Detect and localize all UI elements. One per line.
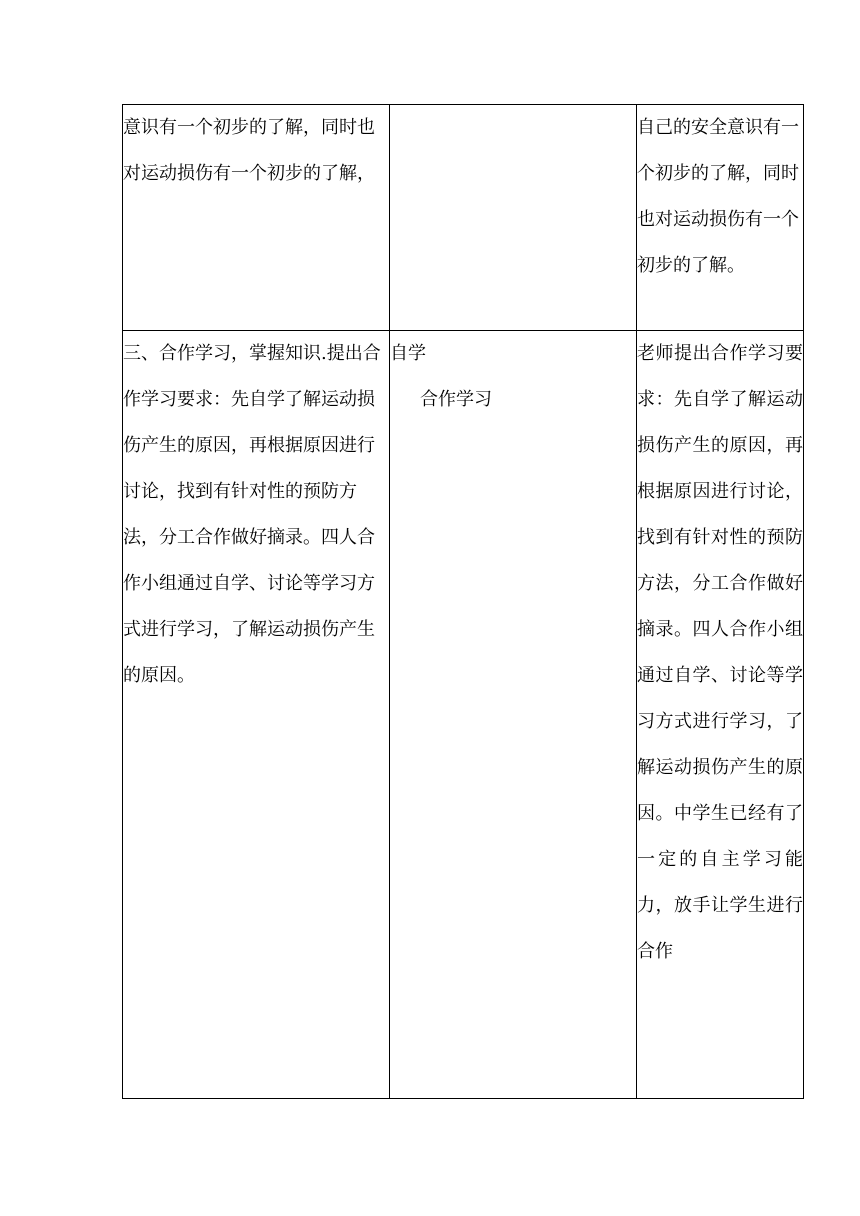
table-cell	[123, 105, 390, 331]
lesson-plan-table	[122, 104, 804, 1099]
cell-text: 合作学习	[420, 389, 492, 410]
cell-text: 自己的安全意识有一个初步的了解，同时也对运动损伤有一个初步的了解。	[637, 117, 799, 276]
table-cell	[637, 331, 804, 1099]
table-cell	[637, 105, 804, 331]
cell-text: 老师提出合作学习要求：先自学了解运动损伤产生的原因，再根据原因进行讨论，找到有针对性的预防方法，分工合作做好摘录。四人合作小组通过自学、讨论等学习方式进行学习，了解运动损伤产生的原因。中学生已经有了一定的自主学习能力，放手让学生进行合作	[637, 343, 803, 962]
table-cell	[390, 331, 637, 1099]
table-cell	[123, 331, 390, 1099]
table-cell	[390, 105, 637, 331]
cell-text: 三、合作学习，掌握知识.提出合作学习要求：先自学了解运动损伤产生的原因，再根据原因进行讨论，找到有针对性的预防方法，分工合作做好摘录。四人合作小组通过自学、讨论等学习方式进行学习，了解运动损伤产生的原因。	[123, 343, 381, 686]
table-row	[123, 105, 804, 331]
cell-text: 自学	[390, 343, 426, 364]
cell-text: 意识有一个初步的了解，同时也对运动损伤有一个初步的了解，	[123, 117, 375, 184]
table-row	[123, 331, 804, 1099]
